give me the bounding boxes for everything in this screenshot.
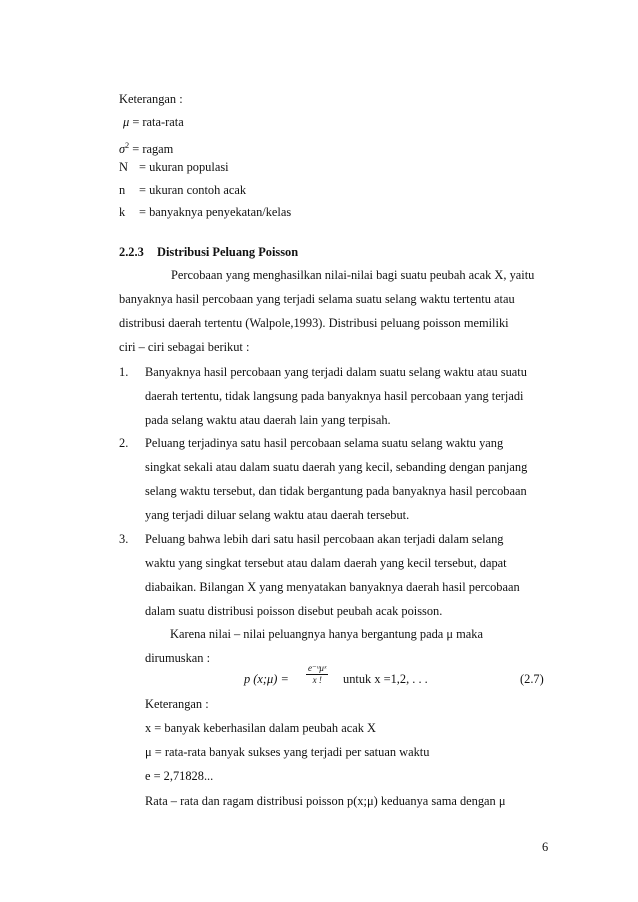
item-2-number: 2. [119, 436, 129, 450]
item-2-line-4: yang terjadi diluar selang waktu atau daerah tersebut. [145, 508, 410, 522]
section-title: Distribusi Peluang Poisson [157, 245, 299, 259]
sigma-superscript: 2 [125, 141, 130, 150]
formula-numerator: e⁻ᵘμˣ [308, 663, 327, 673]
formula-denominator: x ! [312, 675, 322, 685]
legend2-e: e = 2,71828... [145, 769, 214, 783]
section-heading [119, 245, 298, 260]
N-definition: = ukuran populasi [139, 160, 229, 174]
legend2-title: Keterangan : [145, 697, 209, 711]
formula-lhs: p (x;μ) = [244, 672, 289, 686]
formula-fraction [306, 663, 328, 686]
item-1-line-1: Banyaknya hasil percobaan yang terjadi dalam suatu selang waktu atau suatu [145, 365, 527, 379]
item-3-number: 3. [119, 532, 129, 546]
item-3-line-2: waktu yang singkat tersebut atau dalam daerah yang kecil tersebut, dapat [145, 556, 507, 570]
para2-line-2: dirumuskan : [145, 651, 211, 665]
n-key: n [119, 183, 126, 197]
item-3-line-4: dalam suatu distribusi poisson disebut peubah acak poisson. [145, 604, 443, 618]
intro-line-4: ciri – ciri sebagai berikut : [119, 340, 250, 354]
legend-title: Keterangan : [119, 92, 183, 106]
item-1-line-2: daerah tertentu, tidak langsung pada banyaknya hasil percobaan yang terjadi [145, 389, 524, 403]
item-2-line-1: Peluang terjadinya satu hasil percobaan selama suatu selang waktu yang [145, 436, 504, 450]
intro-line-1: Percobaan yang menghasilkan nilai-nilai bagi suatu peubah acak X, yaitu [171, 268, 535, 282]
page-number: 6 [542, 840, 549, 854]
n-definition: = ukuran contoh acak [139, 183, 247, 197]
k-key: k [119, 205, 126, 219]
item-1-line-3: pada selang waktu atau daerah lain yang terpisah. [145, 413, 391, 427]
formula-condition: untuk x =1,2, . . . [343, 672, 428, 686]
sigma-symbol: σ [119, 142, 126, 157]
equation-number: (2.7) [520, 672, 544, 686]
intro-line-2: banyaknya hasil percobaan yang terjadi selama suatu selang waktu tertentu atau [119, 292, 515, 306]
mu-definition: = rata-rata [132, 115, 184, 129]
legend2-mu: μ = rata-rata banyak sukses yang terjadi per satuan waktu [145, 745, 430, 759]
legend-k-row [119, 205, 291, 220]
item-2-line-2: singkat sekali atau dalam suatu daerah yang kecil, sebanding dengan panjang [145, 460, 528, 474]
k-definition: = banyaknya penyekatan/kelas [139, 205, 292, 219]
legend-sigma-row [119, 138, 173, 157]
section-number: 2.2.3 [119, 245, 144, 259]
legend-N-row [119, 160, 229, 175]
item-3-line-1: Peluang bahwa lebih dari satu hasil percobaan akan terjadi dalam selang [145, 532, 504, 546]
mu-symbol: μ [123, 115, 130, 129]
closing-line: Rata – rata dan ragam distribusi poisson p(x;μ) keduanya sama dengan μ [145, 794, 506, 808]
para2-line-1: Karena nilai – nilai peluangnya hanya bergantung pada μ maka [170, 627, 483, 641]
legend2-x: x = banyak keberhasilan dalam peubah acak X [145, 721, 376, 735]
intro-line-3: distribusi daerah tertentu (Walpole,1993). Distribusi peluang poisson memiliki [119, 316, 509, 330]
item-1-number: 1. [119, 365, 129, 379]
item-2-line-3: selang waktu tersebut, dan tidak bergantung pada banyaknya hasil percobaan [145, 484, 527, 498]
legend-n-row [119, 183, 246, 198]
legend-mu-row [119, 115, 184, 130]
item-3-line-3: diabaikan. Bilangan X yang menyatakan banyaknya daerah hasil percobaan [145, 580, 520, 594]
sigma-definition: = ragam [132, 142, 174, 157]
N-key: N [119, 160, 128, 174]
